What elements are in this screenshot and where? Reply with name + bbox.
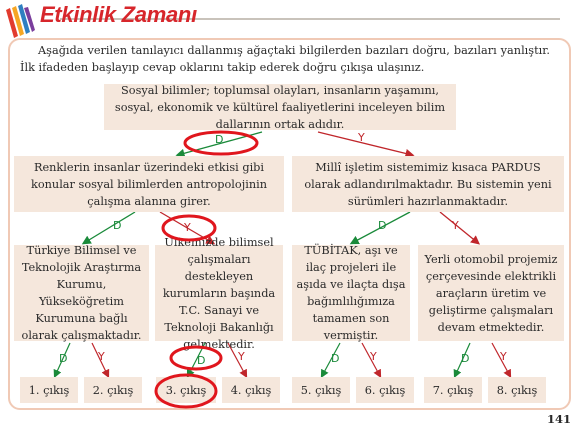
label-true-root: D (215, 133, 224, 146)
exit-1: 1. çıkış (20, 377, 78, 403)
tree-statement-l3-2: Ülkemizde bilimsel çalışmaları destekleyen kurumların başında T.C. Sanayi ve Teknoloji Bakanlığı gelmektedir. (155, 245, 283, 341)
instructions-text: Aşağıda verilen tanılayıcı dallanmış ağaçtaki bilgilerden bazıları doğru, bazıları yanlıştır. İlk ifadeden başlayıp cevap oklarını takip ederek doğru çıkışa ulaşınız. (20, 44, 550, 74)
label-false-l3d: Y (500, 350, 507, 363)
exit-4: 4. çıkış (222, 377, 280, 403)
page-number: 141 (546, 412, 571, 426)
exit-8: 8. çıkış (488, 377, 546, 403)
exit-6: 6. çıkış (356, 377, 414, 403)
exit-2: 2. çıkış (84, 377, 142, 403)
label-true-l3b: D (197, 354, 206, 367)
label-false-l2b: Y (452, 219, 459, 232)
label-true-l2a: D (113, 219, 122, 232)
exit-3: 3. çıkış (156, 377, 216, 403)
label-false-l3c: Y (370, 350, 377, 363)
label-false-l3a: Y (98, 350, 105, 363)
tree-statement-l3-1: Türkiye Bilimsel ve Teknolojik Araştırma Kurumu, Yükseköğretim Kurumuna bağlı olarak çalışmaktadır. (14, 245, 149, 341)
label-true-l3d: D (461, 352, 470, 365)
tree-statement-l3-3: TÜBİTAK, aşı ve ilaç projeleri ile aşıda ve ilaçta dışa bağımlılığımıza tamamen son vermiştir. (292, 245, 410, 341)
label-false-l2a: Y (184, 221, 191, 234)
exit-5: 5. çıkış (292, 377, 350, 403)
tree-root-statement: Sosyal bilimler; toplumsal olayları, insanların yaşamını, sosyal, ekonomik ve kültürel faaliyetlerini inceleyen bilim dallarının ortak adıdır. (104, 84, 456, 130)
exit-7: 7. çıkış (424, 377, 482, 403)
label-false-root: Y (358, 131, 365, 144)
tree-statement-l2-true: Renklerin insanlar üzerindeki etkisi gibi konular sosyal bilimlerden antropolojinin çalışma alanına girer. (14, 156, 284, 212)
tree-statement-l2-false: Millî işletim sistemimiz kısaca PARDUS olarak adlandırılmaktadır. Bu sistemin yeni sürümleri hazırlanmaktadır. (292, 156, 564, 212)
label-true-l2b: D (378, 219, 387, 232)
label-false-l3b: Y (238, 350, 245, 363)
page-title: Etkinlik Zamanı (40, 2, 197, 27)
label-true-l3c: D (331, 352, 340, 365)
tree-statement-l3-4: Yerli otomobil projemiz çerçevesinde elektrikli araçların üretim ve geliştirme çalışmaları devam etmektedir. (418, 245, 564, 341)
label-true-l3a: D (59, 352, 68, 365)
